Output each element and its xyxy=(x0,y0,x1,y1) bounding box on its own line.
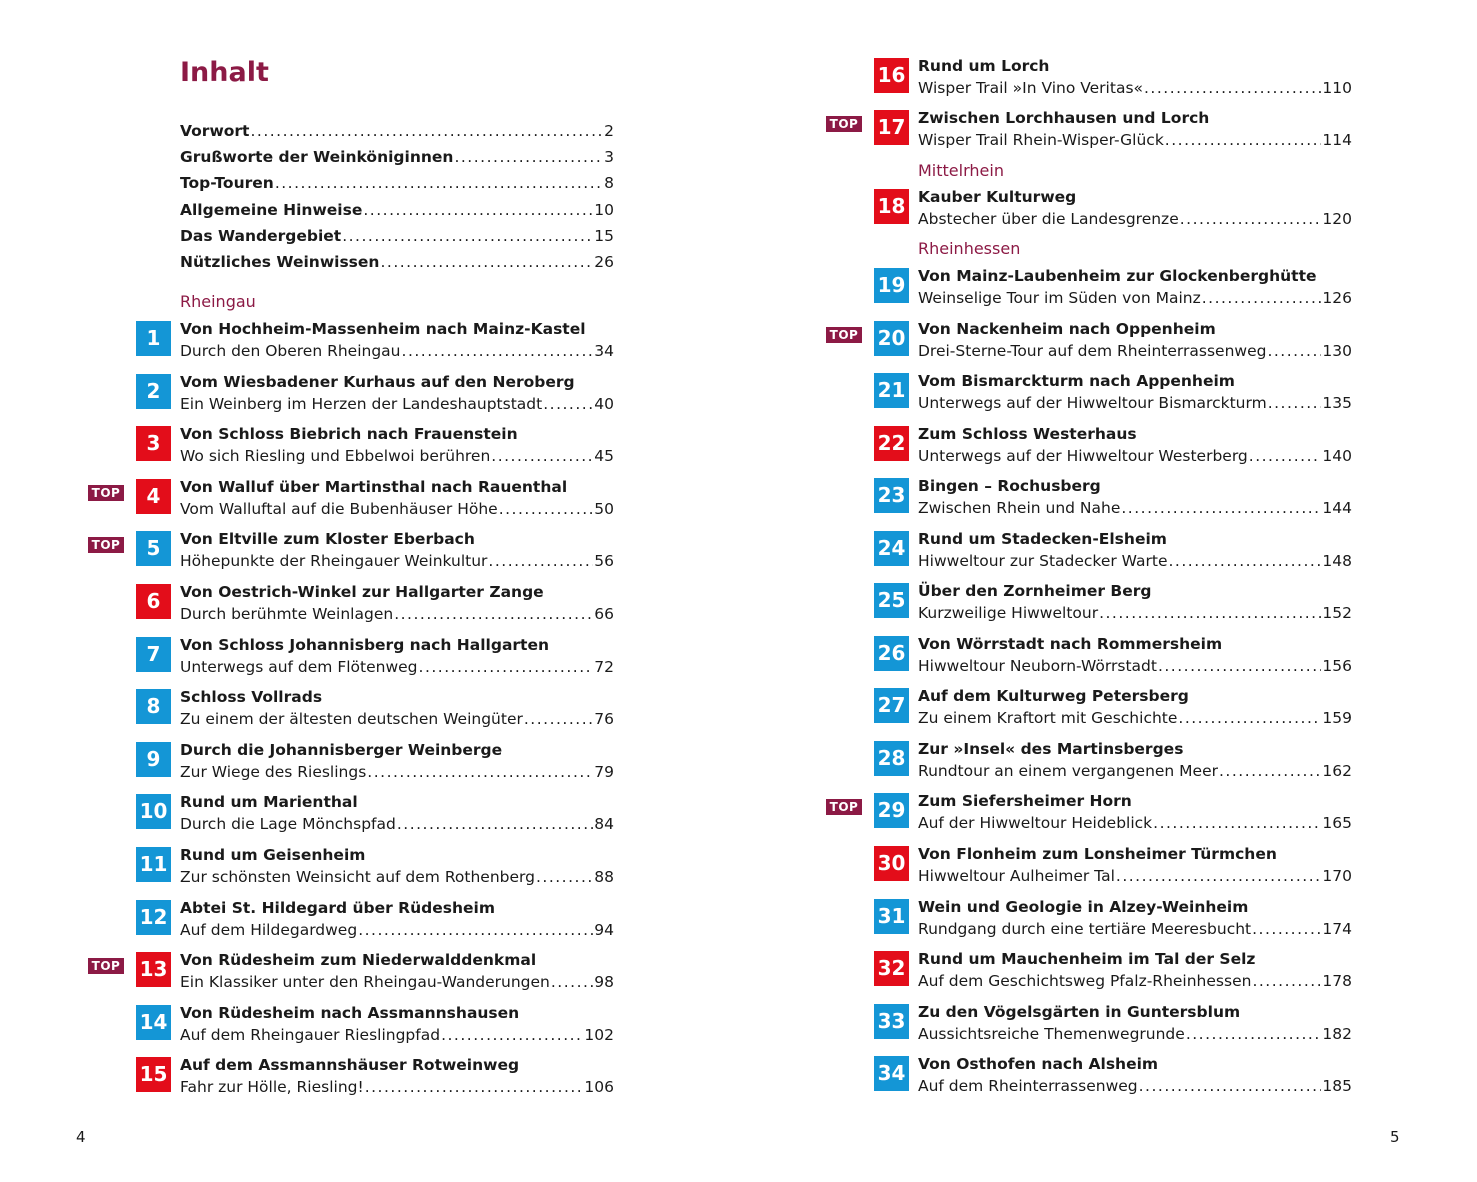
tour-title: Von Rüdesheim nach Assmannshausen xyxy=(180,1003,520,1022)
toc-entry-vorwort[interactable] xyxy=(180,120,614,142)
entry-label: Nützliches Weinwissen xyxy=(180,253,380,271)
tour-entry-27[interactable] xyxy=(818,685,1358,735)
leader-dots xyxy=(551,971,593,993)
toc-entry-top-touren[interactable] xyxy=(180,172,614,194)
tour-subtitle-line xyxy=(918,707,1352,729)
tour-title: Zwischen Lorchhausen und Lorch xyxy=(918,109,1210,127)
tour-number-badge: 18 xyxy=(874,189,909,224)
top-badge: TOP xyxy=(826,799,862,815)
tour-number-badge: 6 xyxy=(136,584,171,619)
tour-subtitle: Rundtour an einem vergangenen Meer xyxy=(918,762,1218,780)
tour-title: Zu den Vögelsgärten in Guntersblum xyxy=(918,1003,1241,1021)
leader-dots xyxy=(363,199,593,221)
tour-entry-28[interactable] xyxy=(818,738,1358,788)
tour-subtitle: Drei-Sterne-Tour auf dem Rheinterrassenweg xyxy=(918,342,1267,360)
tour-subtitle-line xyxy=(180,656,614,678)
leader-dots xyxy=(365,1076,584,1098)
tour-subtitle-line xyxy=(918,445,1352,467)
tour-entry-26[interactable] xyxy=(818,633,1358,683)
tour-title: Von Flonheim zum Lonsheimer Türmchen xyxy=(918,845,1277,863)
tour-subtitle-line xyxy=(180,340,614,362)
tour-entry-4[interactable] xyxy=(80,476,620,526)
tour-subtitle-line xyxy=(918,208,1352,230)
entry-label: Allgemeine Hinweise xyxy=(180,201,363,219)
tour-subtitle-line xyxy=(918,392,1352,414)
leader-dots xyxy=(397,813,593,835)
tour-subtitle: Auf dem Rheinterrassenweg xyxy=(918,1077,1138,1095)
entry-label: Top-Touren xyxy=(180,174,274,192)
tour-page: 162 xyxy=(1322,762,1352,780)
tour-entry-10[interactable] xyxy=(80,791,620,841)
tour-title: Zum Schloss Westerhaus xyxy=(918,425,1137,443)
tour-subtitle-line xyxy=(180,498,614,520)
tour-title: Auf dem Assmannshäuser Rotweinweg xyxy=(180,1056,520,1075)
tour-page: 159 xyxy=(1322,709,1352,727)
top-badge: TOP xyxy=(88,537,124,553)
tour-page: 140 xyxy=(1322,447,1352,465)
tour-entry-23[interactable] xyxy=(818,475,1358,525)
tour-number-badge: 29 xyxy=(874,793,909,828)
tour-title: Zum Siefersheimer Horn xyxy=(918,792,1132,810)
leader-dots xyxy=(1268,392,1322,414)
tour-number-badge: 14 xyxy=(136,1005,171,1040)
leader-dots xyxy=(380,251,593,273)
entry-page: 2 xyxy=(604,122,614,140)
tour-title: Rund um Stadecken-Elsheim xyxy=(918,530,1167,548)
tour-entry-31[interactable] xyxy=(818,896,1358,946)
page-number-right: 5 xyxy=(1390,1128,1400,1146)
page-number-left: 4 xyxy=(76,1128,86,1146)
tour-subtitle-line xyxy=(918,129,1352,151)
section-heading-rheingau: Rheingau xyxy=(180,292,256,311)
leader-dots xyxy=(1219,760,1321,782)
top-badge: TOP xyxy=(826,327,862,343)
tour-title: Wein und Geologie in Alzey-Weinheim xyxy=(918,898,1249,916)
tour-title: Von Mainz-Laubenheim zur Glockenberghütte xyxy=(918,267,1317,285)
tour-title: Zur »Insel« des Martinsberges xyxy=(918,740,1184,758)
tour-subtitle: Auf dem Rheingauer Rieslingpfad xyxy=(180,1025,441,1044)
tour-title: Von Schloss Biebrich nach Frauenstein xyxy=(180,425,518,444)
tour-number-badge: 5 xyxy=(136,531,171,566)
entry-page: 10 xyxy=(594,201,614,219)
leader-dots xyxy=(1186,1023,1322,1045)
tour-entry-6[interactable] xyxy=(80,581,620,631)
tour-subtitle: Hiwweltour zur Stadecker Warte xyxy=(918,552,1168,570)
tour-title: Vom Bismarckturm nach Appenheim xyxy=(918,372,1235,390)
entry-label: Grußworte der Weinköniginnen xyxy=(180,148,454,166)
page-title: Inhalt xyxy=(180,57,269,88)
tour-entry-3[interactable] xyxy=(80,423,620,473)
leader-dots xyxy=(1252,918,1321,940)
tour-subtitle: Auf der Hiwweltour Heideblick xyxy=(918,814,1153,832)
tour-title: Auf dem Kulturweg Petersberg xyxy=(918,687,1189,705)
tour-number-badge: 15 xyxy=(136,1057,171,1092)
tour-subtitle-line xyxy=(180,971,614,993)
tour-title: Durch die Johannisberger Weinberge xyxy=(180,740,503,759)
tour-number-badge: 17 xyxy=(874,110,909,145)
tour-title: Von Osthofen nach Alsheim xyxy=(918,1055,1159,1073)
tour-number-badge: 33 xyxy=(874,1004,909,1039)
tour-page: 130 xyxy=(1322,342,1352,360)
tour-page: 102 xyxy=(584,1025,614,1044)
tour-subtitle-line xyxy=(180,393,614,415)
tour-subtitle-line xyxy=(918,918,1352,940)
tour-subtitle-line xyxy=(180,603,614,625)
tour-number-badge: 23 xyxy=(874,478,909,513)
tour-page: 144 xyxy=(1322,499,1352,517)
tour-subtitle-line xyxy=(918,287,1352,309)
tour-subtitle-line xyxy=(180,550,614,572)
tour-entry-14[interactable] xyxy=(80,1002,620,1052)
entry-page: 26 xyxy=(594,253,614,271)
leader-dots xyxy=(543,393,593,415)
tour-entry-24[interactable] xyxy=(818,528,1358,578)
leader-dots xyxy=(499,498,594,520)
tour-entry-29[interactable] xyxy=(818,790,1358,840)
leader-dots xyxy=(250,120,603,142)
tour-entry-22[interactable] xyxy=(818,423,1358,473)
tour-subtitle-line xyxy=(918,760,1352,782)
tour-number-badge: 11 xyxy=(136,847,171,882)
leader-dots xyxy=(1252,970,1321,992)
leader-dots xyxy=(1158,655,1321,677)
tour-subtitle: Durch den Oberen Rheingau xyxy=(180,342,401,360)
leader-dots xyxy=(441,1024,583,1046)
toc-entry-hinweise[interactable] xyxy=(180,199,614,221)
tour-number-badge: 25 xyxy=(874,583,909,618)
tour-title: Kauber Kulturweg xyxy=(918,188,1077,206)
leader-dots xyxy=(1144,77,1321,99)
tour-page: 79 xyxy=(594,762,614,781)
tour-entry-30[interactable] xyxy=(818,843,1358,893)
tour-entry-33[interactable] xyxy=(818,1001,1358,1051)
leader-dots xyxy=(394,603,593,625)
tour-page: 170 xyxy=(1322,867,1352,885)
tour-subtitle-line xyxy=(918,77,1352,99)
tour-title: Von Oestrich-Winkel zur Hallgarter Zange xyxy=(180,583,544,601)
tour-entry-13[interactable] xyxy=(80,949,620,999)
leader-dots xyxy=(275,172,603,194)
tour-subtitle-line xyxy=(180,1024,614,1046)
tour-page: 50 xyxy=(594,499,614,518)
tour-entry-21[interactable] xyxy=(818,370,1358,420)
tour-subtitle-line xyxy=(918,812,1352,834)
tour-page: 84 xyxy=(594,815,614,834)
tour-subtitle: Zu einem der ältesten deutschen Weingüter xyxy=(180,710,523,729)
tour-title: Von Nackenheim nach Oppenheim xyxy=(918,320,1216,338)
tour-number-badge: 1 xyxy=(136,321,171,356)
tour-subtitle: Fahr zur Hölle, Riesling! xyxy=(180,1078,364,1097)
tour-number-badge: 10 xyxy=(136,794,171,829)
tour-number-badge: 34 xyxy=(874,1056,909,1091)
tour-subtitle: Ein Klassiker unter den Rheingau-Wanderungen xyxy=(180,973,550,992)
tour-entry-2[interactable] xyxy=(80,371,620,421)
tour-subtitle: Unterwegs auf der Hiwweltour Bismarckturm xyxy=(918,394,1267,412)
leader-dots xyxy=(402,340,594,362)
leader-dots xyxy=(342,225,593,247)
tour-entry-1[interactable] xyxy=(80,318,620,368)
leader-dots xyxy=(1267,340,1321,362)
leader-dots xyxy=(1178,707,1321,729)
tour-page: 126 xyxy=(1322,289,1352,307)
tour-subtitle-line xyxy=(918,602,1352,624)
tour-number-badge: 28 xyxy=(874,741,909,776)
tour-number-badge: 26 xyxy=(874,636,909,671)
tour-title: Rund um Lorch xyxy=(918,57,1050,75)
tour-page: 178 xyxy=(1322,972,1352,990)
tour-entry-5[interactable] xyxy=(80,528,620,578)
tour-number-badge: 8 xyxy=(136,689,171,724)
toc-entry-wandergebiet[interactable] xyxy=(180,225,614,247)
tour-subtitle-line xyxy=(180,813,614,835)
leader-dots xyxy=(419,656,594,678)
tour-subtitle: Vom Walluftal auf die Bubenhäuser Höhe xyxy=(180,499,498,518)
tour-number-badge: 30 xyxy=(874,846,909,881)
tour-entry-34[interactable] xyxy=(818,1053,1358,1103)
leader-dots xyxy=(1116,865,1322,887)
tour-number-badge: 22 xyxy=(874,426,909,461)
top-badge: TOP xyxy=(826,116,862,132)
tour-subtitle-line xyxy=(180,1076,614,1098)
leader-dots xyxy=(1169,550,1322,572)
tour-page: 120 xyxy=(1322,210,1352,228)
tour-subtitle: Wisper Trail »In Vino Veritas« xyxy=(918,79,1143,97)
tour-number-badge: 31 xyxy=(874,899,909,934)
tour-title: Über den Zornheimer Berg xyxy=(918,582,1152,600)
tour-number-badge: 20 xyxy=(874,321,909,356)
tour-subtitle: Höhepunkte der Rheingauer Weinkultur xyxy=(180,552,488,571)
tour-entry-20[interactable] xyxy=(818,318,1358,368)
tour-page: 152 xyxy=(1322,604,1352,622)
tour-number-badge: 32 xyxy=(874,951,909,986)
leader-dots xyxy=(454,146,603,168)
entry-page: 15 xyxy=(594,227,614,245)
tour-title: Von Schloss Johannisberg nach Hallgarten xyxy=(180,635,550,654)
section-heading-rheinhessen: Rheinhessen xyxy=(918,239,1021,258)
toc-entry-weinwissen[interactable] xyxy=(180,251,614,273)
tour-subtitle: Zu einem Kraftort mit Geschichte xyxy=(918,709,1178,727)
tour-page: 98 xyxy=(594,973,614,992)
tour-title: Von Rüdesheim zum Niederwalddenkmal xyxy=(180,951,537,970)
tour-title: Rund um Geisenheim xyxy=(180,846,366,864)
tour-subtitle: Durch die Lage Mönchspfad xyxy=(180,815,396,834)
tour-subtitle: Abstecher über die Landesgrenze xyxy=(918,210,1179,228)
entry-label: Das Wandergebiet xyxy=(180,227,342,245)
tour-number-badge: 3 xyxy=(136,426,171,461)
tour-entry-11[interactable] xyxy=(80,844,620,894)
tour-subtitle-line xyxy=(918,340,1352,362)
tour-title: Vom Wiesbadener Kurhaus auf den Neroberg xyxy=(180,372,575,391)
tour-subtitle: Auf dem Geschichtsweg Pfalz-Rheinhessen xyxy=(918,972,1252,990)
leader-dots xyxy=(367,761,593,783)
tour-number-badge: 27 xyxy=(874,688,909,723)
tour-subtitle: Ein Weinberg im Herzen der Landeshauptstadt xyxy=(180,394,543,413)
tour-number-badge: 16 xyxy=(874,58,909,93)
tour-title: Rund um Mauchenheim im Tal der Selz xyxy=(918,950,1256,968)
tour-subtitle: Weinselige Tour im Süden von Mainz xyxy=(918,289,1201,307)
tour-page: 182 xyxy=(1322,1025,1352,1043)
leader-dots xyxy=(1099,602,1321,624)
tour-entry-15[interactable] xyxy=(80,1054,620,1104)
tour-page: 174 xyxy=(1322,920,1352,938)
tour-subtitle: Zwischen Rhein und Nahe xyxy=(918,499,1121,517)
tour-title: Von Wörrstadt nach Rommersheim xyxy=(918,635,1223,653)
toc-entry-grussworte[interactable] xyxy=(180,146,614,168)
tour-page: 88 xyxy=(594,868,614,886)
tour-subtitle: Zur Wiege des Rieslings xyxy=(180,762,367,781)
tour-entry-18[interactable] xyxy=(818,186,1358,236)
tour-subtitle-line xyxy=(180,708,614,730)
tour-subtitle-line xyxy=(180,919,614,941)
tour-subtitle: Wo sich Riesling und Ebbelwoi berühren xyxy=(180,447,491,466)
tour-number-badge: 2 xyxy=(136,374,171,409)
tour-title: Schloss Vollrads xyxy=(180,688,323,707)
leader-dots xyxy=(1153,812,1321,834)
tour-number-badge: 24 xyxy=(874,531,909,566)
tour-page: 56 xyxy=(594,552,614,571)
tour-page: 156 xyxy=(1322,657,1352,675)
entry-page: 3 xyxy=(604,148,614,166)
tour-page: 40 xyxy=(594,394,614,413)
tour-page: 72 xyxy=(594,657,614,676)
tour-number-badge: 21 xyxy=(874,373,909,408)
tour-subtitle-line xyxy=(180,445,614,467)
tour-subtitle-line xyxy=(918,970,1352,992)
leader-dots xyxy=(524,708,593,730)
entry-label: Vorwort xyxy=(180,122,250,140)
tour-entry-7[interactable] xyxy=(80,634,620,684)
leader-dots xyxy=(1121,497,1321,519)
tour-page: 94 xyxy=(594,920,614,939)
top-badge: TOP xyxy=(88,485,124,501)
tour-number-badge: 4 xyxy=(136,479,171,514)
tour-entry-16[interactable] xyxy=(818,55,1358,105)
leader-dots xyxy=(536,866,593,888)
tour-subtitle: Rundgang durch eine tertiäre Meeresbucht xyxy=(918,920,1252,938)
tour-page: 148 xyxy=(1322,552,1352,570)
tour-title: Von Eltville zum Kloster Eberbach xyxy=(180,530,475,549)
tour-page: 185 xyxy=(1322,1077,1352,1095)
leader-dots xyxy=(358,919,593,941)
section-heading-mittelrhein: Mittelrhein xyxy=(918,161,1004,180)
leader-dots xyxy=(1249,445,1322,467)
tour-subtitle: Wisper Trail Rhein-Wisper-Glück xyxy=(918,131,1164,149)
tour-subtitle-line xyxy=(180,866,614,888)
tour-entry-12[interactable] xyxy=(80,897,620,947)
entry-page: 8 xyxy=(604,174,614,192)
tour-subtitle: Aussichtsreiche Themenwegrunde xyxy=(918,1025,1185,1043)
tour-subtitle-line xyxy=(918,655,1352,677)
tour-subtitle: Zur schönsten Weinsicht auf dem Rothenberg xyxy=(180,868,535,886)
tour-page: 66 xyxy=(594,605,614,623)
tour-subtitle: Hiwweltour Neuborn-Wörrstadt xyxy=(918,657,1157,675)
tour-entry-9[interactable] xyxy=(80,739,620,789)
tour-entry-19[interactable] xyxy=(818,265,1358,315)
tour-subtitle: Durch berühmte Weinlagen xyxy=(180,605,394,623)
tour-number-badge: 13 xyxy=(136,952,171,987)
tour-number-badge: 12 xyxy=(136,900,171,935)
tour-title: Rund um Marienthal xyxy=(180,793,358,812)
tour-page: 114 xyxy=(1322,131,1352,149)
tour-page: 45 xyxy=(594,447,614,466)
tour-number-badge: 7 xyxy=(136,637,171,672)
tour-subtitle-line xyxy=(918,1075,1352,1097)
tour-page: 76 xyxy=(594,710,614,729)
tour-entry-25[interactable] xyxy=(818,580,1358,630)
tour-subtitle: Hiwweltour Aulheimer Tal xyxy=(918,867,1115,885)
tour-subtitle-line xyxy=(918,497,1352,519)
tour-entry-17[interactable] xyxy=(818,107,1358,157)
tour-subtitle: Unterwegs auf der Hiwweltour Westerberg xyxy=(918,447,1248,465)
tour-subtitle: Unterwegs auf dem Flötenweg xyxy=(180,657,418,676)
tour-page: 106 xyxy=(584,1078,614,1097)
tour-subtitle-line xyxy=(180,761,614,783)
tour-page: 110 xyxy=(1322,79,1352,97)
tour-page: 34 xyxy=(594,342,614,360)
leader-dots xyxy=(1165,129,1322,151)
leader-dots xyxy=(1180,208,1322,230)
tour-number-badge: 9 xyxy=(136,742,171,777)
leader-dots xyxy=(491,445,593,467)
leader-dots xyxy=(1139,1075,1322,1097)
tour-subtitle-line xyxy=(918,550,1352,572)
tour-entry-32[interactable] xyxy=(818,948,1358,998)
tour-title: Von Hochheim-Massenheim nach Mainz-Kastel xyxy=(180,320,586,338)
tour-subtitle-line xyxy=(918,1023,1352,1045)
tour-title: Von Walluf über Martinsthal nach Rauenthal xyxy=(180,477,568,496)
tour-subtitle: Kurzweilige Hiwweltour xyxy=(918,604,1099,622)
leader-dots xyxy=(1202,287,1322,309)
tour-entry-8[interactable] xyxy=(80,686,620,736)
tour-page: 165 xyxy=(1322,814,1352,832)
tour-subtitle-line xyxy=(918,865,1352,887)
top-badge: TOP xyxy=(88,958,124,974)
tour-title: Abtei St. Hildegard über Rüdesheim xyxy=(180,898,495,917)
tour-subtitle: Auf dem Hildegardweg xyxy=(180,920,358,939)
leader-dots xyxy=(488,550,593,572)
tour-number-badge: 19 xyxy=(874,268,909,303)
tour-title: Bingen – Rochusberg xyxy=(918,477,1101,495)
tour-page: 135 xyxy=(1322,394,1352,412)
